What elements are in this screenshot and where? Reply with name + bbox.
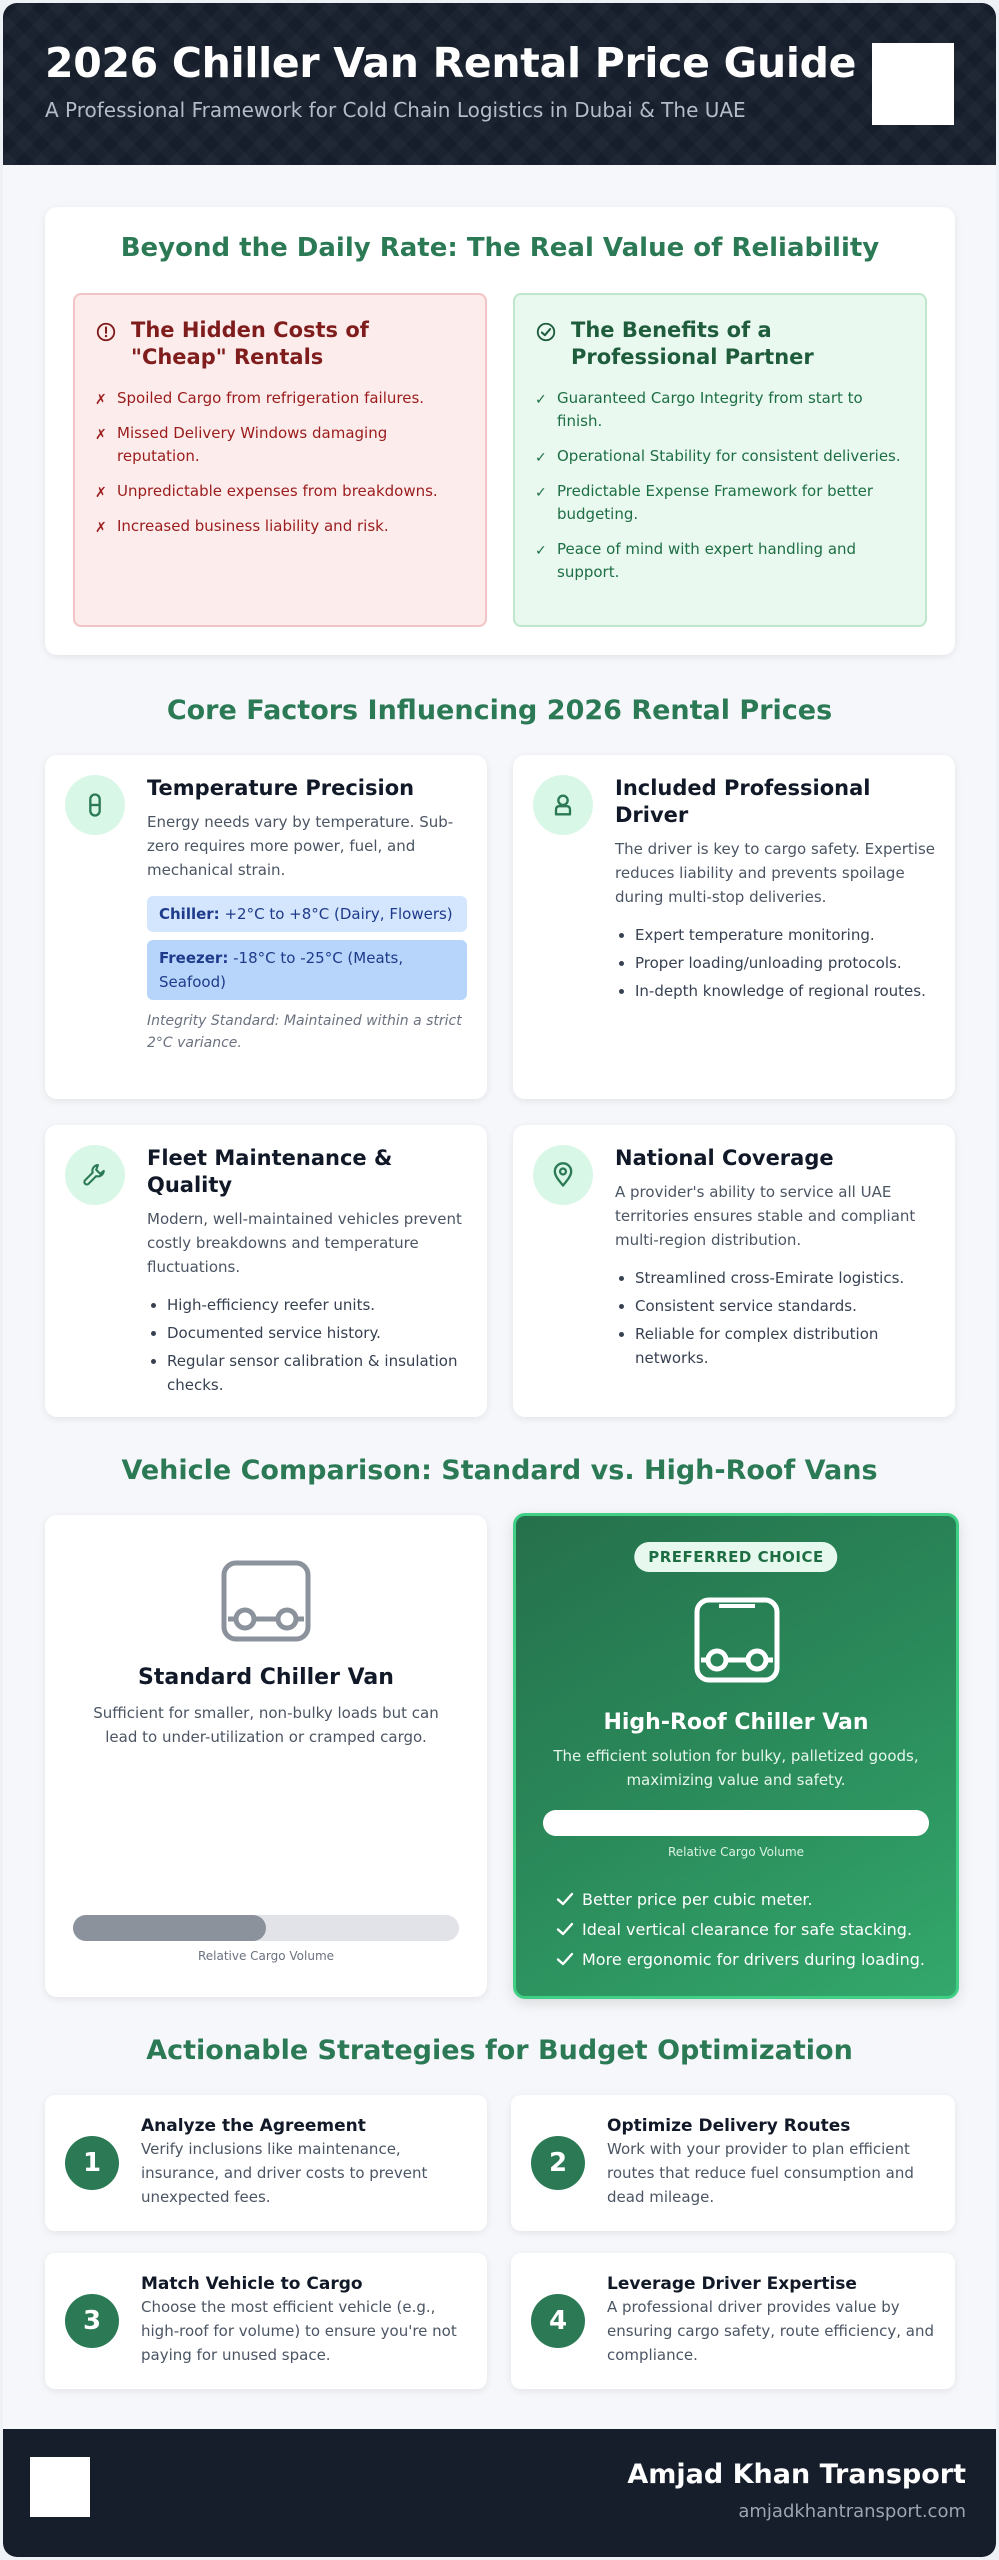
- factor-title: Temperature Precision: [147, 776, 415, 800]
- vehicle-desc: The efficient solution for bulky, palletized goods, maximizing value and safety.: [553, 1747, 919, 1789]
- check-circle-icon: [535, 321, 557, 343]
- step-number: 1: [65, 2136, 119, 2190]
- strategies-title: Actionable Strategies for Budget Optimization: [146, 2035, 853, 2066]
- factor-desc: Energy needs vary by temperature. Sub-zero requires more power, fuel, and mechanical strain.: [147, 813, 454, 879]
- list-item: • Expert temperature monitoring.: [635, 923, 935, 947]
- strategy-card-3: [45, 2253, 487, 2389]
- thermometer-icon: [65, 775, 125, 835]
- list-item: Ideal vertical clearance for safe stacking.: [556, 1919, 925, 1941]
- cargo-volume-label: Relative Cargo Volume: [667, 1845, 805, 1859]
- check-icon: [556, 1920, 574, 1944]
- footer: [3, 2429, 996, 2557]
- factor-desc: The driver is key to cargo safety. Expertise reduces liability and prevents spoilage during multi-stop deliveries.: [615, 840, 936, 906]
- company-name: Amjad Khan Transport: [627, 2459, 966, 2490]
- list-item: • In-depth knowledge of regional routes.: [635, 979, 935, 1003]
- x-mark-icon: ✗: [95, 427, 107, 443]
- infographic-page: [3, 3, 996, 2557]
- list-item: ✓ Guaranteed Cargo Integrity from start to finish.: [535, 389, 863, 430]
- check-icon: ✓: [535, 392, 547, 408]
- benefits-title: The Benefits of a Professional Partner: [571, 318, 814, 369]
- list-item: ✗ Increased business liability and risk.: [95, 515, 465, 538]
- factor-title: Included Professional Driver: [615, 776, 871, 827]
- highroof-van-card: [513, 1513, 959, 1999]
- vehicle-name: High-Roof Chiller Van: [603, 1710, 869, 1735]
- hidden-costs-list: [95, 387, 465, 538]
- page-subtitle: A Professional Framework for Cold Chain Logistics in Dubai & The UAE: [45, 98, 746, 122]
- list-item: ✗ Unpredictable expenses from breakdowns.: [95, 480, 465, 503]
- highroof-benefits: [556, 1889, 925, 1979]
- list-item: • Proper loading/unloading protocols.: [635, 951, 935, 975]
- strategy-desc: Choose the most efficient vehicle (e.g., high-roof for volume) to ensure you're not paying for unused space.: [141, 2298, 457, 2364]
- step-number: 4: [531, 2294, 585, 2348]
- strategy-desc: Work with your provider to plan efficient routes that reduce fuel consumption and dead mileage.: [607, 2140, 914, 2206]
- vehicle-desc: Sufficient for smaller, non-bulky loads but can lead to under-utilization or cramped cargo.: [93, 1704, 439, 1746]
- factor-desc: Modern, well-maintained vehicles prevent costly breakdowns and temperature fluctuations.: [147, 1210, 462, 1276]
- check-icon: [556, 1950, 574, 1974]
- list-item: • Consistent service standards.: [635, 1294, 935, 1318]
- standard-van-card: [45, 1515, 487, 1997]
- list-item: More ergonomic for drivers during loading.: [556, 1949, 925, 1971]
- factors-title: Core Factors Influencing 2026 Rental Prices: [166, 695, 833, 726]
- factor-title: Fleet Maintenance & Quality: [147, 1146, 393, 1197]
- factor-list: [147, 1293, 467, 1397]
- header: [3, 3, 996, 165]
- x-mark-icon: ✗: [95, 485, 107, 501]
- factor-desc: A provider's ability to service all UAE territories ensures stable and compliant multi-region distribution.: [615, 1183, 916, 1249]
- strategy-card-4: [511, 2253, 955, 2389]
- x-mark-icon: ✗: [95, 520, 107, 536]
- hidden-costs-title: The Hidden Costs of "Cheap" Rentals: [131, 318, 369, 369]
- preferred-badge: PREFERRED CHOICE: [634, 1542, 837, 1572]
- strategy-title: Analyze the Agreement: [141, 2116, 366, 2136]
- benefits-box: [513, 293, 927, 627]
- step-number: 3: [65, 2294, 119, 2348]
- list-item: • High-efficiency reefer units.: [167, 1293, 467, 1317]
- step-number: 2: [531, 2136, 585, 2190]
- alert-circle-icon: [95, 321, 117, 343]
- list-item: ✓ Operational Stability for consistent deliveries.: [535, 445, 905, 468]
- factor-list: [615, 923, 935, 1003]
- check-icon: [556, 1890, 574, 1914]
- list-item: ✗ Missed Delivery Windows damaging reputation.: [95, 424, 388, 465]
- x-mark-icon: ✗: [95, 392, 107, 408]
- list-item: ✗ Spoiled Cargo from refrigeration failures.: [95, 387, 465, 410]
- list-item: ✓ Peace of mind with expert handling and support.: [535, 540, 857, 581]
- list-item: • Documented service history.: [167, 1321, 467, 1345]
- reliability-title: Beyond the Daily Rate: The Real Value of Reliability: [120, 233, 880, 263]
- vehicles-title: Vehicle Comparison: Standard vs. High-Roof Vans: [121, 1455, 878, 1486]
- strategy-card-2: [511, 2095, 955, 2231]
- strategy-title: Optimize Delivery Routes: [607, 2116, 851, 2136]
- list-item: Better price per cubic meter.: [556, 1889, 925, 1911]
- cargo-volume-label: Relative Cargo Volume: [197, 1949, 335, 1963]
- driver-badge-icon: [533, 775, 593, 835]
- van-icon: [693, 1596, 781, 1688]
- strategy-desc: Verify inclusions like maintenance, insurance, and driver costs to prevent unexpected fees.: [141, 2140, 428, 2206]
- list-item: ✓ Predictable Expense Framework for better budgeting.: [535, 482, 874, 523]
- factor-card-temperature: [45, 755, 487, 1099]
- hidden-costs-box: [73, 293, 487, 627]
- cargo-volume-bar: [73, 1915, 459, 1941]
- page-title: 2026 Chiller Van Rental Price Guide: [45, 39, 857, 87]
- factor-card-coverage: [513, 1125, 955, 1417]
- chiller-range-box: Chiller: +2°C to +8°C (Dairy, Flowers): [147, 896, 467, 932]
- company-url[interactable]: amjadkhantransport.com: [738, 2501, 966, 2522]
- check-icon: ✓: [535, 485, 547, 501]
- van-icon: [220, 1559, 312, 1647]
- wrench-icon: [65, 1145, 125, 1205]
- factor-title: National Coverage: [615, 1146, 834, 1170]
- cargo-volume-fill: [73, 1915, 266, 1941]
- check-icon: ✓: [535, 543, 547, 559]
- integrity-note: Integrity Standard: Maintained within a strict 2°C variance.: [147, 1013, 462, 1051]
- strategy-desc: A professional driver provides value by ensuring cargo safety, route efficiency, and compliance.: [607, 2298, 934, 2364]
- list-item: • Streamlined cross-Emirate logistics.: [635, 1266, 935, 1290]
- footer-logo: [30, 2457, 90, 2517]
- factor-card-fleet: [45, 1125, 487, 1417]
- vehicle-name: Standard Chiller Van: [138, 1665, 394, 1690]
- check-icon: ✓: [535, 450, 547, 466]
- cargo-volume-bar: [543, 1810, 929, 1836]
- factor-card-driver: [513, 755, 955, 1099]
- freezer-range-box: Freezer: -18°C to -25°C (Meats, Seafood): [147, 940, 467, 1000]
- map-pin-icon: [533, 1145, 593, 1205]
- strategy-title: Match Vehicle to Cargo: [141, 2274, 363, 2294]
- header-logo: [872, 43, 954, 125]
- factor-list: [615, 1266, 935, 1370]
- benefits-list: [535, 387, 905, 584]
- cargo-volume-fill: [543, 1810, 929, 1836]
- reliability-card: [45, 207, 955, 655]
- list-item: • Regular sensor calibration & insulation checks.: [167, 1349, 467, 1397]
- list-item: • Reliable for complex distribution networks.: [635, 1322, 935, 1370]
- strategy-title: Leverage Driver Expertise: [607, 2274, 857, 2294]
- strategy-card-1: [45, 2095, 487, 2231]
